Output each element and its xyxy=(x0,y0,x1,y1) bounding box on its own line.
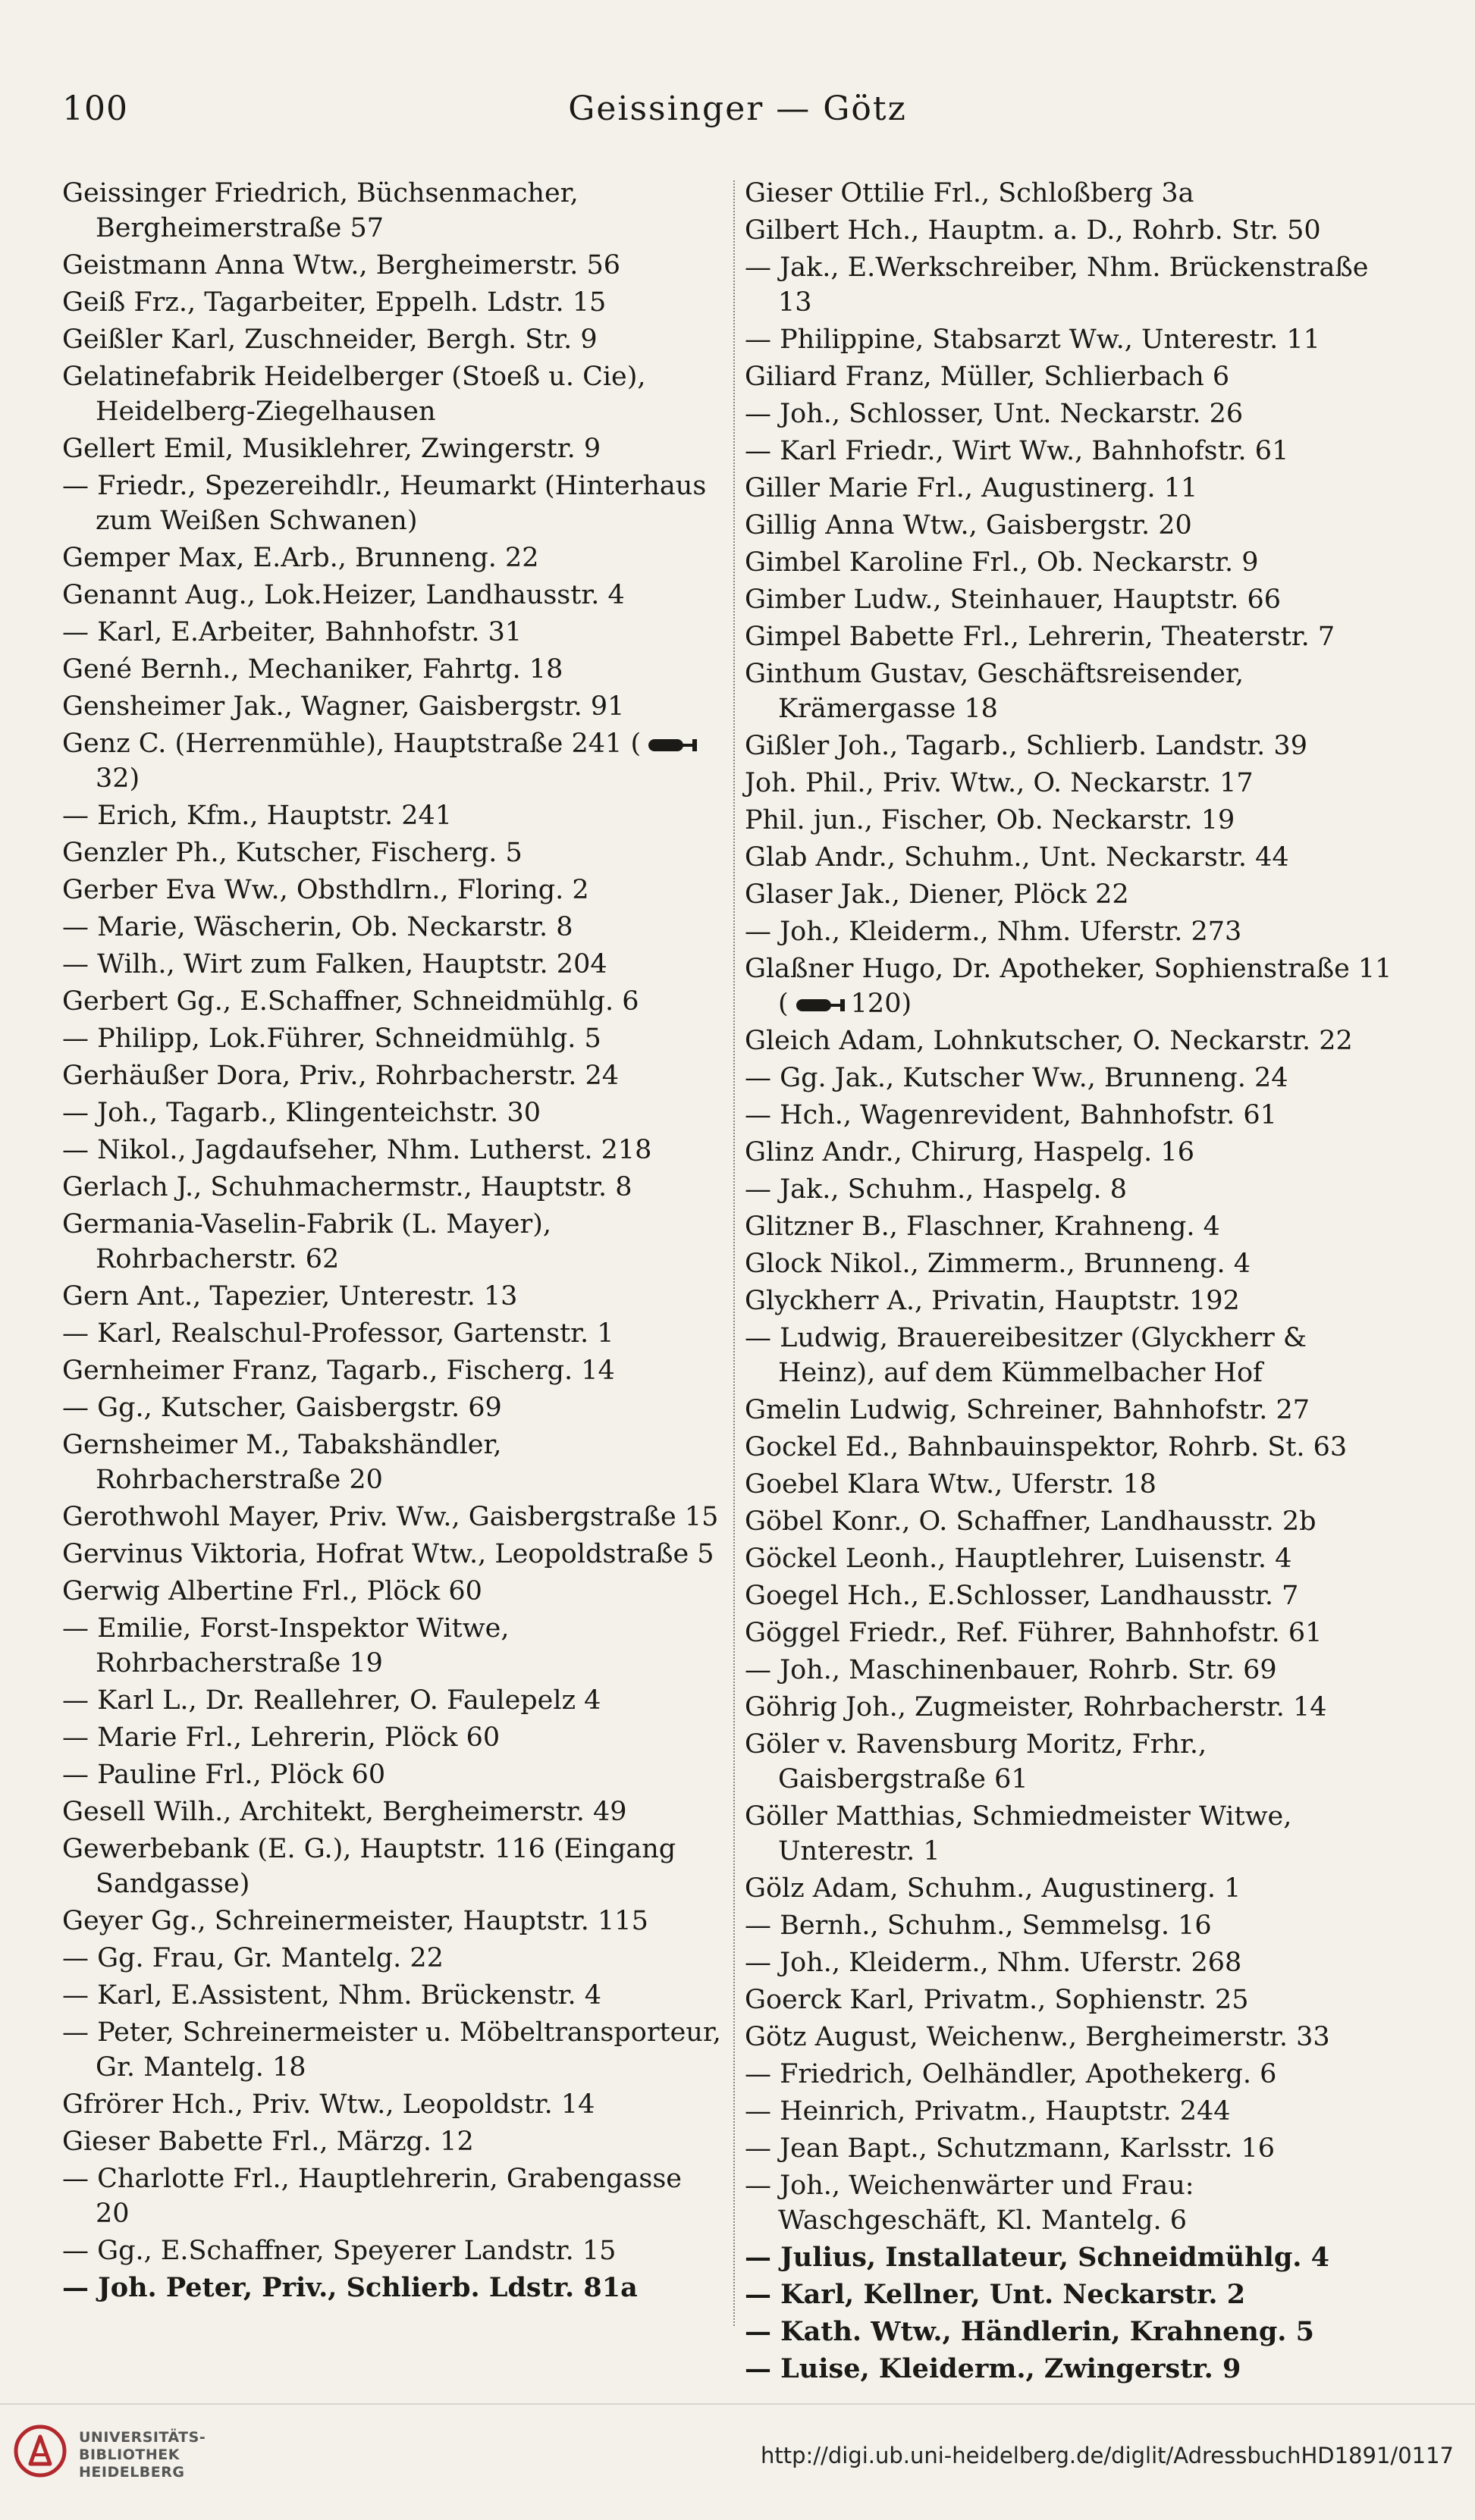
directory-entry xyxy=(745,1616,1404,1650)
directory-entry xyxy=(62,910,722,945)
entry-text: Phil. jun., Fischer, Ob. Neckarstr. 19 xyxy=(745,805,1235,835)
entry-text: Gilbert Hch., Hauptm. a. D., Rohrb. Str. 50 xyxy=(745,215,1321,246)
directory-entry xyxy=(62,431,722,466)
entry-text: Geissinger Friedrich, Büchsenmacher, Bergheimerstraße 57 xyxy=(62,178,579,243)
directory-entry xyxy=(745,1871,1404,1906)
entry-text: — Karl L., Dr. Reallehrer, O. Faulepelz 4 xyxy=(62,1685,601,1716)
directory-entry xyxy=(745,1284,1404,1318)
entry-text: Gieser Babette Frl., Märzg. 12 xyxy=(62,2127,474,2157)
entry-text: — Philippine, Stabsarzt Ww., Unterestr. 11 xyxy=(745,324,1320,355)
directory-entry xyxy=(745,1541,1404,1576)
directory-entry xyxy=(62,2233,722,2268)
directory-entry xyxy=(745,1727,1404,1797)
entry-text: — Kath. Wtw., Händlerin, Krahneng. 5 xyxy=(745,2316,1315,2347)
entry-text: Gellert Emil, Musiklehrer, Zwingerstr. 9 xyxy=(62,434,601,464)
entry-text: Gimbel Karoline Frl., Ob. Neckarstr. 9 xyxy=(745,547,1259,578)
directory-entry xyxy=(62,176,722,246)
directory-entry xyxy=(62,578,722,613)
directory-entry xyxy=(745,1061,1404,1095)
directory-entry xyxy=(745,2315,1404,2349)
directory-entry xyxy=(745,359,1404,394)
running-head: Geissinger — Götz xyxy=(568,89,907,128)
library-name-line: BIBLIOTHEK xyxy=(79,2446,180,2463)
directory-entry xyxy=(745,1098,1404,1133)
directory-entry xyxy=(745,1209,1404,1244)
directory-entry xyxy=(745,2240,1404,2275)
entry-text: Gerothwohl Mayer, Priv. Ww., Gaisbergstraße 15 xyxy=(62,1502,719,1532)
entry-text: — Gg., Kutscher, Gaisbergstr. 69 xyxy=(62,1393,502,1423)
entry-text: Gimpel Babette Frl., Lehrerin, Theaterstr. 7 xyxy=(745,622,1335,652)
directory-entry xyxy=(62,1683,722,1718)
entry-text: — Joh., Tagarb., Klingenteichstr. 30 xyxy=(62,1098,541,1128)
entry-text: Gené Bernh., Mechaniker, Fahrtg. 18 xyxy=(62,654,563,685)
entry-text: Gölz Adam, Schuhm., Augustinerg. 1 xyxy=(745,1873,1241,1904)
entry-text: Geyer Gg., Schreinermeister, Hauptstr. 115 xyxy=(62,1906,648,1936)
directory-entry xyxy=(745,1578,1404,1613)
directory-entry xyxy=(62,615,722,650)
column-divider xyxy=(733,180,735,2326)
directory-entry: Genz C. (Herrenmühle), Hauptstraße 241 (32) xyxy=(62,726,722,796)
entry-text: — Gg. Jak., Kutscher Ww., Brunneng. 24 xyxy=(745,1063,1288,1093)
directory-entry xyxy=(745,396,1404,431)
library-name-line: HEIDELBERG xyxy=(79,2464,185,2481)
directory-entry xyxy=(62,2271,722,2305)
entry-text: Gimber Ludw., Steinhauer, Hauptstr. 66 xyxy=(745,585,1282,615)
entry-text: — Philipp, Lok.Führer, Schneidmühlg. 5 xyxy=(62,1023,601,1054)
entry-text: Gern Ant., Tapezier, Unterestr. 13 xyxy=(62,1281,518,1312)
directory-entry xyxy=(745,176,1404,211)
entry-text: — Nikol., Jagdaufseher, Nhm. Lutherst. 218 xyxy=(62,1135,652,1165)
directory-entry xyxy=(62,1316,722,1351)
entry-text: Germania-Vaselin-Fabrik (L. Mayer), Rohrbacherstr. 62 xyxy=(62,1209,551,1274)
entry-text: Genz C. (Herrenmühle), Hauptstraße 241 xyxy=(62,729,623,759)
directory-entry xyxy=(62,1390,722,1425)
phone-number: 120) xyxy=(850,989,912,1019)
entry-text: Gillig Anna Wtw., Gaisbergstr. 20 xyxy=(745,510,1192,541)
directory-entry xyxy=(62,285,722,320)
directory-entry xyxy=(62,2087,722,2122)
directory-entry xyxy=(62,1500,722,1534)
page-footer xyxy=(0,2403,1475,2520)
entry-text: Göler v. Ravensburg Moritz, Frhr., Gaisbergstraße 61 xyxy=(745,1729,1207,1794)
library-logo-icon xyxy=(14,2424,67,2478)
entry-text: Gensheimer Jak., Wagner, Gaisbergstr. 91 xyxy=(62,691,625,722)
telephone-icon xyxy=(792,996,848,1014)
directory-entry xyxy=(62,1058,722,1093)
directory-entry xyxy=(745,2020,1404,2055)
directory-entry xyxy=(745,1982,1404,2017)
entry-text: Glaser Jak., Diener, Plöck 22 xyxy=(745,879,1129,910)
entry-text: Göhrig Joh., Zugmeister, Rohrbacherstr. 14 xyxy=(745,1692,1327,1722)
entry-text: — Karl, E.Arbeiter, Bahnhofstr. 31 xyxy=(62,617,523,647)
directory-entry xyxy=(745,619,1404,654)
directory-entry xyxy=(62,469,722,538)
entry-text: Göller Matthias, Schmiedmeister Witwe, Unterestr. 1 xyxy=(745,1801,1292,1866)
entry-text: — Luise, Kleiderm., Zwingerstr. 9 xyxy=(745,2353,1241,2384)
library-name xyxy=(79,2429,206,2481)
page-number: 100 xyxy=(62,89,128,128)
entry-text: Gieser Ottilie Frl., Schloßberg 3a xyxy=(745,178,1194,208)
phone-number: 32) xyxy=(96,763,140,794)
entry-text: Giller Marie Frl., Augustinerg. 11 xyxy=(745,473,1198,503)
directory-entry xyxy=(745,1690,1404,1725)
source-url-link[interactable]: http://digi.ub.uni-heidelberg.de/diglit/AdressbuchHD1891/0117 xyxy=(760,2443,1454,2468)
entry-text: Glyckherr A., Privatin, Hauptstr. 192 xyxy=(745,1286,1240,1316)
entry-text: Glinz Andr., Chirurg, Haspelg. 16 xyxy=(745,1137,1194,1168)
telephone-icon xyxy=(644,736,700,754)
entry-text: — Jean Bapt., Schutzmann, Karlsstr. 16 xyxy=(745,2133,1275,2164)
directory-entry xyxy=(62,1832,722,1901)
entry-text: Gockel Ed., Bahnbauinspektor, Rohrb. St. 63 xyxy=(745,1432,1348,1462)
directory-entry xyxy=(745,2057,1404,2092)
directory-entry xyxy=(745,2352,1404,2387)
entry-text: Gernsheimer M., Tabakshändler, Rohrbacherstraße 20 xyxy=(62,1430,502,1495)
left-column xyxy=(62,176,722,2337)
directory-entry xyxy=(62,1095,722,1130)
directory-entry xyxy=(62,984,722,1019)
entry-text: Gmelin Ludwig, Schreiner, Bahnhofstr. 27 xyxy=(745,1395,1310,1425)
entry-text: — Gg., E.Schaffner, Speyerer Landstr. 15 xyxy=(62,2236,617,2266)
entry-text: — Gg. Frau, Gr. Mantelg. 22 xyxy=(62,1943,444,1973)
directory-entry xyxy=(62,1941,722,1976)
directory-entry xyxy=(62,1757,722,1792)
entry-text: Götz August, Weichenw., Bergheimerstr. 33 xyxy=(745,2022,1330,2052)
entry-text: Gerwig Albertine Frl., Plöck 60 xyxy=(62,1576,482,1606)
entry-text: Göbel Konr., O. Schaffner, Landhausstr. 2b xyxy=(745,1506,1317,1537)
directory-entry xyxy=(745,657,1404,726)
footer-rule xyxy=(0,2403,1475,2405)
directory-entry xyxy=(62,322,722,357)
directory-entry xyxy=(62,1353,722,1388)
directory-entry xyxy=(745,2094,1404,2129)
directory-entry xyxy=(745,1653,1404,1688)
entry-text: Gewerbebank (E. G.), Hauptstr. 116 (Eingang Sandgasse) xyxy=(62,1834,676,1899)
entry-text: Joh. Phil., Priv. Wtw., O. Neckarstr. 17 xyxy=(745,768,1254,798)
directory-entry xyxy=(745,2277,1404,2312)
directory-entry xyxy=(745,1467,1404,1502)
directory-entry xyxy=(745,840,1404,875)
entry-text: — Friedr., Spezereihdlr., Heumarkt (Hinterhaus zum Weißen Schwanen) xyxy=(62,471,707,536)
right-column xyxy=(745,176,1404,2384)
directory-entry xyxy=(745,471,1404,506)
entry-text: — Joh., Kleiderm., Nhm. Uferstr. 273 xyxy=(745,917,1242,947)
entry-text: Geiß Frz., Tagarbeiter, Eppelh. Ldstr. 15 xyxy=(62,287,607,318)
entry-text: — Joh. Peter, Priv., Schlierb. Ldstr. 81a xyxy=(62,2272,638,2303)
directory-entry xyxy=(745,508,1404,543)
entry-text: Gfrörer Hch., Priv. Wtw., Leopoldstr. 14 xyxy=(62,2089,595,2120)
directory-entry xyxy=(62,2015,722,2085)
entry-text: — Pauline Frl., Plöck 60 xyxy=(62,1760,386,1790)
directory-entry xyxy=(62,1428,722,1497)
entry-text: — Bernh., Schuhm., Semmelsg. 16 xyxy=(745,1910,1212,1941)
directory-entry xyxy=(745,877,1404,912)
entry-text: — Joh., Maschinenbauer, Rohrb. Str. 69 xyxy=(745,1655,1277,1685)
entry-text: — Peter, Schreinermeister u. Möbeltransporteur, Gr. Mantelg. 18 xyxy=(62,2017,721,2083)
entry-text: — Jak., Schuhm., Haspelg. 8 xyxy=(745,1174,1127,1205)
directory-entry xyxy=(62,1574,722,1609)
directory-entry xyxy=(745,322,1404,357)
entry-text: Ginthum Gustav, Geschäftsreisender, Krämergasse 18 xyxy=(745,659,1244,724)
entry-text: Genzler Ph., Kutscher, Fischerg. 5 xyxy=(62,838,523,868)
directory-entry xyxy=(745,1321,1404,1390)
entry-text: Gleich Adam, Lohnkutscher, O. Neckarstr. 22 xyxy=(745,1026,1353,1056)
directory-entry xyxy=(62,1133,722,1168)
entry-text: Gerhäußer Dora, Priv., Rohrbacherstr. 24 xyxy=(62,1061,620,1091)
entry-text: Gißler Joh., Tagarb., Schlierb. Landstr. 39 xyxy=(745,731,1307,761)
directory-entry xyxy=(62,873,722,907)
entry-text: Gerlach J., Schuhmachermstr., Hauptstr. 8 xyxy=(62,1172,632,1202)
entry-text: — Heinrich, Privatm., Hauptstr. 244 xyxy=(745,2096,1231,2127)
entry-text: Genannt Aug., Lok.Heizer, Landhausstr. 4 xyxy=(62,580,625,610)
entry-text: — Jak., E.Werkschreiber, Nhm. Brückenstraße 13 xyxy=(745,252,1369,318)
directory-entry xyxy=(62,2124,722,2159)
entry-text: Gervinus Viktoria, Hofrat Wtw., Leopoldstraße 5 xyxy=(62,1539,714,1569)
directory-entry xyxy=(745,766,1404,801)
directory-entry xyxy=(745,2168,1404,2238)
page-header xyxy=(62,89,1413,135)
entry-text: Göckel Leonh., Hauptlehrer, Luisenstr. 4 xyxy=(745,1544,1292,1574)
directory-entry xyxy=(62,248,722,283)
entry-text: Gesell Wilh., Architekt, Bergheimerstr. 49 xyxy=(62,1797,627,1827)
directory-entry xyxy=(745,1172,1404,1207)
entry-text: Gerber Eva Ww., Obsthdlrn., Floring. 2 xyxy=(62,875,589,905)
entry-text: — Karl, Realschul-Professor, Gartenstr. 1 xyxy=(62,1318,614,1349)
entry-text: Gernheimer Franz, Tagarb., Fischerg. 14 xyxy=(62,1356,615,1386)
directory-entry xyxy=(62,652,722,687)
entry-text: Gemper Max, E.Arb., Brunneng. 22 xyxy=(62,543,539,573)
directory-entry xyxy=(745,434,1404,469)
directory-entry xyxy=(62,2161,722,2231)
entry-text: — Marie Frl., Lehrerin, Plöck 60 xyxy=(62,1722,501,1753)
entry-text: Geistmann Anna Wtw., Bergheimerstr. 56 xyxy=(62,250,621,281)
directory-entry xyxy=(745,914,1404,949)
directory-entry xyxy=(62,1978,722,2013)
directory-entry xyxy=(62,1207,722,1277)
directory-entry xyxy=(62,1170,722,1205)
entry-text: Goegel Hch., E.Schlosser, Landhausstr. 7 xyxy=(745,1581,1299,1611)
entry-text: Glab Andr., Schuhm., Unt. Neckarstr. 44 xyxy=(745,842,1289,873)
entry-text: — Erich, Kfm., Hauptstr. 241 xyxy=(62,801,453,831)
library-name-line: UNIVERSITÄTS- xyxy=(79,2429,206,2446)
directory-entry xyxy=(62,1279,722,1314)
entry-text: Gelatinefabrik Heidelberger (Stoeß u. Cie), Heidelberg-Ziegelhausen xyxy=(62,362,646,427)
entry-text: — Ludwig, Brauereibesitzer (Glyckherr & Heinz), auf dem Kümmelbacher Hof xyxy=(745,1323,1307,1388)
directory-entry xyxy=(62,835,722,870)
directory-entry xyxy=(62,1794,722,1829)
directory-entry xyxy=(62,1537,722,1572)
directory-entry xyxy=(745,1430,1404,1465)
directory-entry xyxy=(745,729,1404,763)
directory-entry xyxy=(62,541,722,575)
entry-text: Giliard Franz, Müller, Schlierbach 6 xyxy=(745,362,1230,392)
directory-entry xyxy=(745,582,1404,617)
directory-entry xyxy=(745,2131,1404,2166)
directory-entry xyxy=(62,798,722,833)
entry-text: — Emilie, Forst-Inspektor Witwe, Rohrbacherstraße 19 xyxy=(62,1613,510,1678)
directory-entry xyxy=(62,689,722,724)
directory-entry xyxy=(745,803,1404,838)
entry-text: Glitzner B., Flaschner, Krahneng. 4 xyxy=(745,1211,1220,1242)
directory-entry xyxy=(745,1246,1404,1281)
entry-text: Glaßner Hugo, Dr. Apotheker, Sophienstraße 11 xyxy=(745,954,1392,984)
directory-entry xyxy=(745,1393,1404,1428)
entry-text: — Karl Friedr., Wirt Ww., Bahnhofstr. 61 xyxy=(745,436,1289,466)
directory-entry xyxy=(745,545,1404,580)
entry-text: — Hch., Wagenrevident, Bahnhofstr. 61 xyxy=(745,1100,1277,1130)
directory-entry xyxy=(62,1611,722,1681)
entry-text: Goerck Karl, Privatm., Sophienstr. 25 xyxy=(745,1985,1249,2015)
entry-text: — Joh., Weichenwärter und Frau: Waschgeschäft, Kl. Mantelg. 6 xyxy=(745,2171,1194,2236)
entry-text: — Julius, Installateur, Schneidmühlg. 4 xyxy=(745,2242,1330,2273)
entry-text: — Joh., Schlosser, Unt. Neckarstr. 26 xyxy=(745,399,1244,429)
directory-entry xyxy=(62,1021,722,1056)
entry-text: — Joh., Kleiderm., Nhm. Uferstr. 268 xyxy=(745,1948,1242,1978)
entry-text: — Marie, Wäscherin, Ob. Neckarstr. 8 xyxy=(62,912,573,942)
entry-text: — Charlotte Frl., Hauptlehrerin, Grabengasse 20 xyxy=(62,2164,682,2229)
directory-entry xyxy=(745,1799,1404,1869)
entry-text: Göggel Friedr., Ref. Führer, Bahnhofstr. 61 xyxy=(745,1618,1323,1648)
directory-entry xyxy=(745,1023,1404,1058)
entry-text: Goebel Klara Wtw., Uferstr. 18 xyxy=(745,1469,1156,1500)
entry-text: — Karl, Kellner, Unt. Neckarstr. 2 xyxy=(745,2279,1246,2310)
directory-entry xyxy=(62,947,722,982)
entry-text: — Karl, E.Assistent, Nhm. Brückenstr. 4 xyxy=(62,1980,602,2011)
directory-entry xyxy=(62,359,722,429)
directory-entry xyxy=(745,1135,1404,1170)
entry-text: Gerbert Gg., E.Schaffner, Schneidmühlg. 6 xyxy=(62,986,639,1017)
entry-text: Geißler Karl, Zuschneider, Bergh. Str. 9 xyxy=(62,324,598,355)
entry-text: — Wilh., Wirt zum Falken, Hauptstr. 204 xyxy=(62,949,607,979)
directory-entry xyxy=(745,250,1404,320)
directory-entry xyxy=(745,1504,1404,1539)
directory-entry xyxy=(62,1904,722,1939)
directory-entry: Glaßner Hugo, Dr. Apotheker, Sophienstraße 11 ( 120) xyxy=(745,954,1392,1019)
directory-entry xyxy=(62,1720,722,1755)
directory-entry xyxy=(745,213,1404,248)
directory-entry xyxy=(745,1908,1404,1943)
directory-entry xyxy=(745,1945,1404,1980)
entry-text: — Friedrich, Oelhändler, Apothekerg. 6 xyxy=(745,2059,1277,2089)
entry-text: Glock Nikol., Zimmerm., Brunneng. 4 xyxy=(745,1249,1251,1279)
directory-columns xyxy=(62,176,1427,2384)
